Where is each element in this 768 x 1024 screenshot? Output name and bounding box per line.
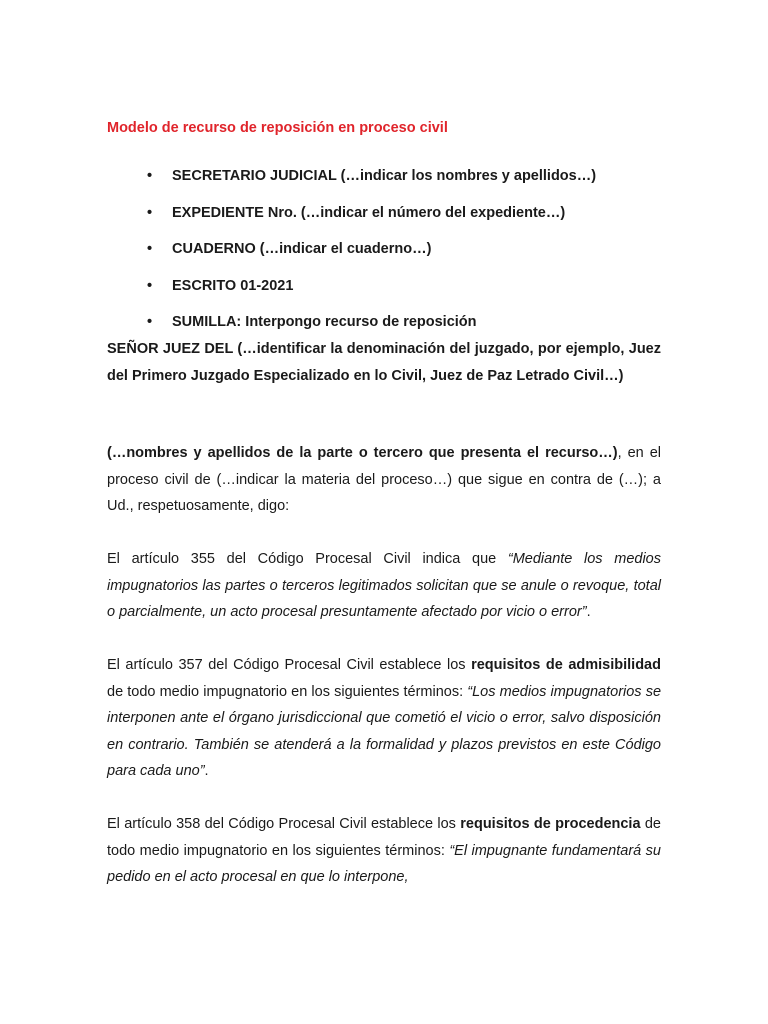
- article-357-mid: de todo medio impugnatorio en los siguientes términos:: [107, 683, 468, 700]
- article-355-quote: “Mediante los medios impugnatorios las partes o terceros legitimados solicitan que se anule o revoque, total o parcialmente, un acto procesal presuntamente afectado por vicio o error”: [107, 551, 661, 620]
- list-item-text: ESCRITO 01-2021: [172, 277, 294, 294]
- article-358-quote: “El impugnante fundamentará su pedido en el acto procesal en que lo interpone,: [107, 842, 661, 885]
- intro-paragraph: [107, 440, 661, 520]
- article-355-lead: El artículo 355 del Código Procesal Civil indica que: [107, 551, 508, 567]
- bullet-icon: •: [147, 204, 153, 221]
- list-item-text: CUADERNO (…indicar el cuaderno…): [172, 241, 432, 257]
- article-358-mid: de todo medio impugnatorio en los siguientes términos:: [107, 816, 661, 859]
- list-item: [107, 276, 661, 313]
- bullet-icon: •: [147, 314, 153, 330]
- article-357-paragraph: [107, 652, 661, 785]
- article-355-end: .: [586, 604, 591, 620]
- bullet-icon: •: [147, 241, 153, 257]
- article-358-bold: requisitos de procedencia: [460, 816, 641, 832]
- list-item-text: SUMILLA: Interpongo recurso de reposición: [172, 314, 477, 330]
- article-357-bold: requisitos de admisibilidad: [471, 657, 661, 673]
- list-item: [107, 203, 661, 240]
- list-item-text: SECRETARIO JUDICIAL (…indicar los nombres y apellidos…): [172, 168, 597, 184]
- list-item-text: EXPEDIENTE Nro. (…indicar el número del expediente…): [172, 204, 566, 221]
- intro-text: , en el proceso civil de (…indicar la materia del proceso…) que sigue en contra de (…); a Ud., respetuosamente, digo:: [107, 445, 661, 514]
- document-title: Modelo de recurso de reposición en proceso civil: [107, 120, 448, 136]
- bullet-icon: •: [147, 277, 153, 294]
- addressee-paragraph: SEÑOR JUEZ DEL (…identificar la denominación del juzgado, por ejemplo, Juez del Primero Juzgado Especializado en lo Civil, Juez de Paz Letrado Civil…): [107, 341, 661, 384]
- bullet-icon: •: [147, 168, 153, 184]
- article-355-paragraph: [107, 546, 661, 626]
- article-358-lead: El artículo 358 del Código Procesal Civil establece los: [107, 816, 461, 832]
- article-357-end: .: [204, 763, 209, 779]
- header-list: [107, 166, 661, 349]
- article-358-paragraph: [107, 811, 661, 891]
- article-357-quote: “Los medios impugnatorios se interponen ante el órgano jurisdiccional que cometió el vicio o error, salvo disposición en contrario. También se atenderá a la formalidad y plazos previstos en este Código para cada uno”: [107, 683, 662, 779]
- list-item: [107, 239, 661, 276]
- article-357-lead: El artículo 357 del Código Procesal Civil establece los: [107, 657, 472, 673]
- party-placeholder: (…nombres y apellidos de la parte o tercero que presenta el recurso…): [107, 445, 618, 461]
- list-item: [107, 166, 661, 203]
